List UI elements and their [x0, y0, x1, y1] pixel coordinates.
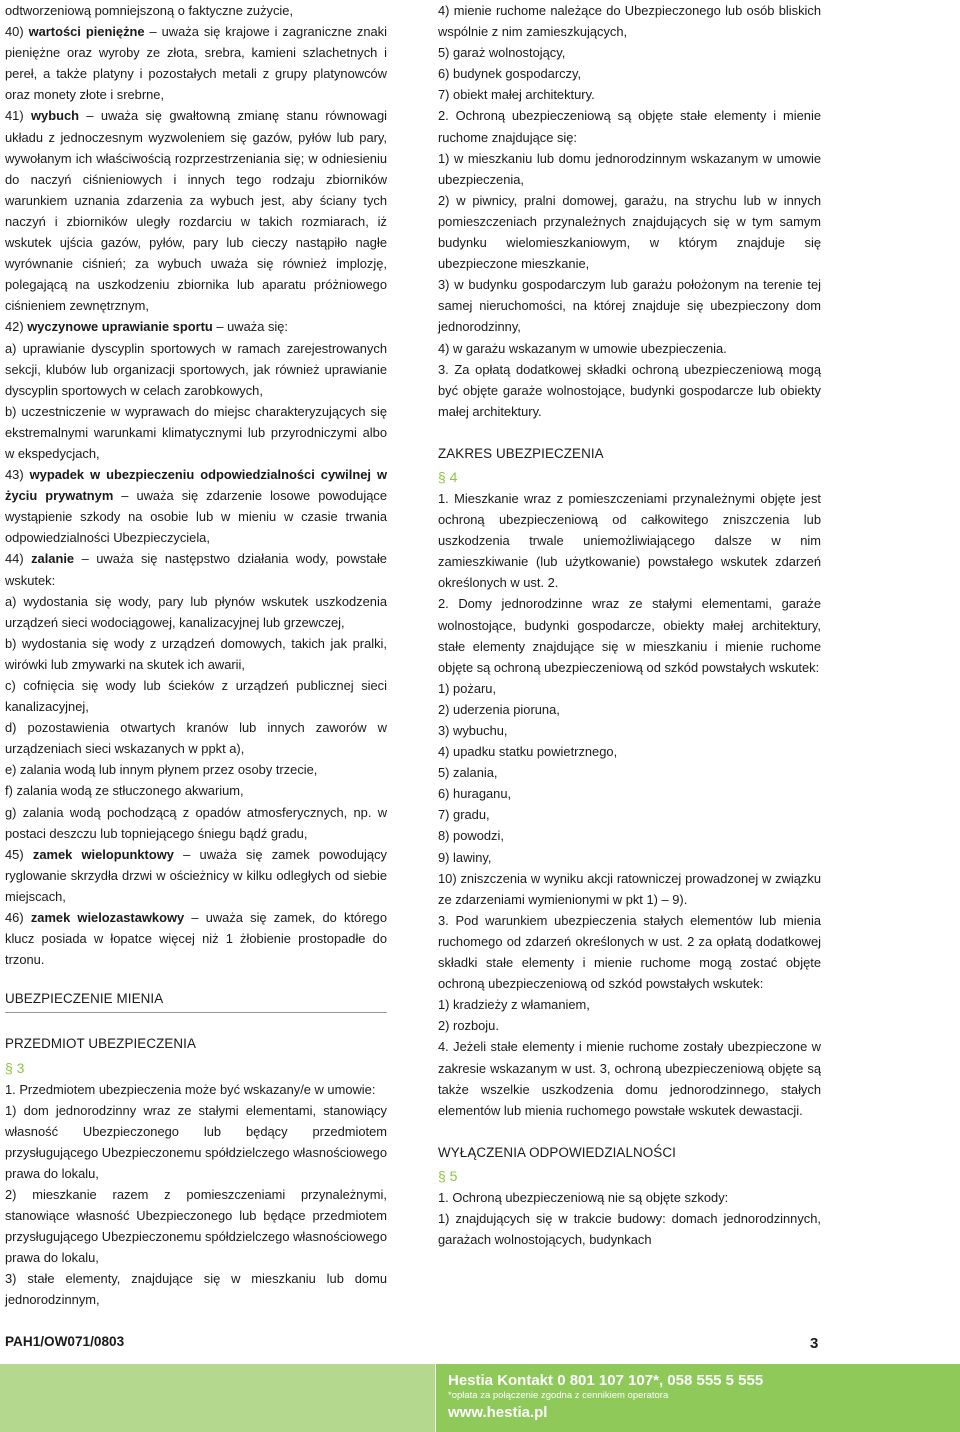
paragraph-text: 3) w budynku gospodarczym lub garażu położonym na terenie tej samej nieruchomości, na której znajduje się ubezpieczony dom jednorodzinny,	[438, 277, 821, 335]
paragraph	[5, 105, 387, 316]
heading-ubezpieczenie-mienia: UBEZPIECZENIE MIENIA	[5, 988, 387, 1013]
paragraph-text: 2) rozboju.	[438, 1018, 499, 1034]
footer-band	[0, 1364, 960, 1432]
section-mark-5: § 5	[438, 1167, 458, 1184]
paragraph-text: 2. Domy jednorodzinne wraz ze stałymi elementami, garaże wolnostojące, budynki gospodarcze, obiekty małej architektury, stałe elementy znajdujące się w mieszkaniu i mienie ruchome objęte są ochroną ubezpieczeniową od szkód powstałych wskutek:	[438, 596, 821, 675]
paragraph	[438, 783, 821, 804]
paragraph-text: – uważa się zamek powodujący ryglowanie skrzydła drzwi w ościeżnicy w kilku odległych od siebie miejscach,	[5, 846, 387, 904]
paragraph-text: d) pozostawienia otwartych kranów lub innych zaworów w urządzeniach sieci wskazanych w ppkt a),	[5, 720, 387, 757]
paragraph-text: c) cofnięcia się wody lub ścieków z urządzeń publicznej sieci kanalizacyjnej,	[5, 678, 387, 715]
paragraph-text: a) uprawianie dyscyplin sportowych w ramach zarejestrowanych sekcji, klubów lub organizacji sportowych, jak również uprawianie dyscyplin sportowych w celach zarobkowych,	[5, 340, 387, 398]
paragraph	[438, 488, 821, 593]
paragraph	[438, 994, 821, 1015]
paragraph-text: g) zalania wodą pochodzącą z opadów atmosferycznych, np. w postaci deszczu lub topniejącego śniegu bądź gradu,	[5, 804, 387, 841]
paragraph	[5, 780, 387, 801]
paragraph	[5, 907, 387, 970]
paragraph-text: 4) mienie ruchome należące do Ubezpieczonego lub osób bliskich wspólnie z nim zamieszkujących,	[438, 3, 821, 40]
paragraph	[438, 42, 821, 63]
item-number: 40)	[5, 24, 24, 40]
zakres-list	[438, 488, 821, 1121]
paragraph-text: – uważa się:	[212, 319, 289, 335]
paragraph-text: 4) w garażu wskazanym w umowie ubezpieczenia.	[438, 340, 727, 356]
paragraph-text: 7) gradu,	[438, 807, 490, 823]
paragraph-text: – uważa się gwałtowną zmianę stanu równowagi układu z jednoczesnym wyzwoleniem się gazów, pyłów lub pary, wywołanym ich właściwością rozprzestrzeniania się; w odniesieniu do naczyń ciśnieniowych i innych tego rodzaju zbiorników warunkiem uznania zdarzenia za wybuch jest, aby ściany tych naczyń i zbiorników uległy rozdarciu w takich rozmiarach, iż wskutek ujścia gazów, pyłów, pary lub cieczy nastąpiło nagłe wyrównanie ciśnień; za wybuch uważa się również implozję, polegającą na uszkodzeniu zbiornika lub aparatu próżniowego ciśnieniem zewnętrznym,	[5, 108, 387, 314]
paragraph	[438, 868, 821, 910]
paragraph-text: b) wydostania się wody z urządzeń domowych, takich jak pralki, wirówki lub zmywarki na skutek ich awarii,	[5, 635, 387, 672]
wylaczenia-list	[438, 1187, 821, 1250]
paragraph	[438, 741, 821, 762]
paragraph	[438, 1015, 821, 1036]
paragraph	[438, 720, 821, 741]
paragraph	[5, 591, 387, 633]
website-link[interactable]: www.hestia.pl	[448, 1404, 548, 1421]
paragraph	[438, 804, 821, 825]
paragraph	[5, 21, 387, 105]
paragraph	[5, 316, 387, 337]
paragraph	[5, 548, 387, 590]
paragraph-text: 7) obiekt małej architektury.	[438, 87, 595, 103]
paragraph	[5, 1079, 387, 1100]
paragraph-text: 5) zalania,	[438, 765, 498, 781]
paragraph-text: 10) zniszczenia w wyniku akcji ratowniczej prowadzonej w związku ze zdarzeniami wymienionymi w pkt 1) – 9).	[438, 870, 821, 907]
heading-przedmiot-ubezpieczenia: PRZEDMIOT UBEZPIECZENIA	[5, 1036, 197, 1052]
paragraph-text: 1. Mieszkanie wraz z pomieszczeniami przynależnymi objęte jest ochroną ubezpieczeniową od całkowitego zniszczenia lub uszkodzenia trwale uniemożliwiającego dalsze w nim zamieszkiwanie (lub użytkowanie) powstałego wskutek zdarzeń określonych w ust. 2.	[438, 490, 821, 591]
paragraph-text: e) zalania wodą lub innym płynem przez osoby trzecie,	[5, 762, 318, 778]
paragraph	[5, 1184, 387, 1268]
item-number: 41)	[5, 108, 24, 124]
paragraph-text: – uważa się zamek, do którego klucz posiada w łopatce więcej niż 1 żłobienie prostopadłe do trzonu.	[5, 910, 388, 968]
heading-zakres-ubezpieczenia: ZAKRES UBEZPIECZENIA	[438, 445, 604, 461]
right-column	[438, 0, 821, 1250]
paragraph-text: 4. Jeżeli stałe elementy i mienie ruchome zostały ubezpieczone w zakresie wskazanym w ust. 3, ochroną ubezpieczeniową objęte są także wszelkie uszkodzenia domu jednorodzinnego, stałych elementów lub mienia ruchomego powstałe wskutek dewastacji.	[438, 1039, 821, 1118]
paragraph-text: 3. Za opłatą dodatkowej składki ochroną ubezpieczeniową mogą być objęte garaże wolnostojące, budynki gospodarcze lub obiekty małej architektury.	[438, 361, 821, 419]
paragraph-text: 1) w mieszkaniu lub domu jednorodzinnym wskazanym w umowie ubezpieczenia,	[438, 150, 821, 187]
paragraph-text: 8) powodzi,	[438, 828, 504, 844]
paragraph-text: 1. Ochroną ubezpieczeniową nie są objęte szkody:	[438, 1189, 729, 1205]
item-number: 44)	[5, 551, 24, 567]
paragraph-text: 1) kradzieży z włamaniem,	[438, 997, 590, 1013]
paragraph	[5, 1100, 387, 1184]
item-number: 42)	[5, 319, 24, 335]
paragraph-text: – uważa się zdarzenie losowe powodujące wystąpienie szkody na osobie lub w mieniu w czasie trwania odpowiedzialności Ubezpieczyciela,	[5, 488, 387, 546]
definitions-list	[5, 0, 387, 970]
section-mark-4: § 4	[438, 468, 458, 485]
paragraph	[5, 844, 387, 907]
paragraph-text: – uważa się krajowe i zagraniczne znaki pieniężne oraz wyroby ze złota, srebra, kamieni szlachetnych i pereł, a także platyny i pozostałych metali z grupy platynowców oraz monety złote i srebrne,	[5, 24, 387, 103]
paragraph-text: 2. Ochroną ubezpieczeniową są objęte stałe elementy i mienie ruchome znajdujące się:	[438, 108, 821, 145]
paragraph	[438, 825, 821, 846]
paragraph	[438, 910, 821, 994]
contact-block	[448, 1372, 763, 1424]
paragraph	[438, 699, 821, 720]
paragraph-text: b) uczestniczenie w wyprawach do miejsc charakteryzujących się ekstremalnymi warunkami klimatycznymi lub przyrodniczymi albo w ekspedycjach,	[5, 403, 387, 461]
paragraph	[438, 84, 821, 105]
paragraph-text: 2) uderzenia pioruna,	[438, 701, 560, 717]
paragraph-text: 1) dom jednorodzinny wraz ze stałymi elementami, stanowiący własność Ubezpieczonego lub będący przedmiotem przysługującego Ubezpieczonemu spółdzielczego własnościowego prawa do lokalu,	[5, 1102, 387, 1181]
paragraph	[438, 190, 821, 274]
paragraph	[5, 1268, 387, 1310]
paragraph-text: 3) wybuchu,	[438, 723, 508, 738]
item-number: 45)	[5, 846, 24, 862]
contact-cost-note: *opłata za połączenie zgodna z cennikiem operatora	[448, 1390, 669, 1401]
defined-term: zalanie	[31, 551, 75, 567]
paragraph	[438, 63, 821, 84]
section-mark-3: § 3	[5, 1059, 25, 1076]
paragraph	[438, 762, 821, 783]
paragraph	[5, 464, 387, 548]
defined-term: wartości pieniężne	[28, 24, 145, 40]
paragraph-text: f) zalania wodą ze stłuczonego akwarium,	[5, 783, 244, 799]
paragraph-text: 1) pożaru,	[438, 680, 497, 696]
paragraph	[438, 148, 821, 190]
paragraph	[438, 1208, 821, 1250]
paragraph	[438, 274, 821, 337]
heading-wylaczenia-odpowiedzialnosci: WYŁĄCZENIA ODPOWIEDZIALNOŚCI	[438, 1144, 676, 1160]
paragraph	[438, 359, 821, 422]
paragraph	[438, 105, 821, 147]
paragraph	[438, 338, 821, 359]
paragraph-text: 4) upadku statku powietrznego,	[438, 744, 618, 760]
paragraph-text: 1. Przedmiotem ubezpieczenia może być wskazany/e w umowie:	[5, 1081, 376, 1097]
page-number: 3	[810, 1335, 819, 1352]
paragraph-text: 3. Pod warunkiem ubezpieczenia stałych elementów lub mienia ruchomego od zdarzeń określonych w ust. 2 za opłatą dodatkowej składki stałe elementy i mienie ruchome mogą zostać objęte ochroną ubezpieczeniową od szkód powstałych wskutek:	[438, 912, 821, 992]
paragraph	[5, 675, 387, 717]
paragraph	[438, 1187, 821, 1208]
paragraph-text: a) wydostania się wody, pary lub płynów wskutek uszkodzenia urządzeń sieci wodociągowej, kanalizacyjnej lub grzewczej,	[5, 593, 387, 630]
paragraph	[5, 0, 387, 21]
defined-term: zamek wielozastawkowy	[30, 910, 185, 926]
paragraph	[5, 633, 387, 675]
footer-green-bar-light	[0, 1364, 435, 1432]
defined-term: zamek wielopunktowy	[32, 846, 174, 862]
paragraph-text: 9) lawiny,	[438, 849, 492, 865]
paragraph	[438, 847, 821, 868]
contact-phone-line: Hestia Kontakt 0 801 107 107*, 058 555 5 555	[448, 1372, 764, 1389]
paragraph-text: 1) znajdujących się w trakcie budowy: domach jednorodzinnych, garażach wolnostojących, budynkach	[438, 1210, 821, 1248]
paragraph-text: 6) budynek gospodarczy,	[438, 66, 582, 82]
paragraph-text: 6) huraganu,	[438, 786, 512, 802]
defined-term: wypadek w ubezpieczeniu odpowiedzialności cywilnej w życiu prywatnym	[5, 467, 387, 504]
paragraph-text: 2) w piwnicy, pralni domowej, garażu, na strychu lub w innych pomieszczeniach przynależnych znajdujących się w tym samym budynku wielomieszkaniowym, w którym znajduje się ubezpieczone mieszkanie,	[438, 192, 821, 272]
przedmiot-continued-list	[438, 0, 821, 422]
paragraph	[438, 1036, 821, 1120]
paragraph	[438, 593, 821, 677]
defined-term: wybuch	[31, 108, 79, 124]
paragraph-text: 5) garaż wolnostojący,	[438, 45, 566, 61]
item-number: 46)	[5, 910, 24, 926]
przedmiot-list	[5, 1079, 387, 1311]
paragraph-text: 2) mieszkanie razem z pomieszczeniami przynależnymi, stanowiące własność Ubezpieczonego lub będące przedmiotem przysługującego Ubezpieczonemu spółdzielczego własnościowego prawa do lokalu,	[5, 1186, 387, 1266]
left-column	[5, 0, 387, 1311]
item-number: 43)	[5, 467, 24, 483]
paragraph-text: – uważa się następstwo działania wody, powstałe wskutek:	[5, 551, 387, 588]
paragraph-text: odtworzeniową pomniejszoną o faktyczne zużycie,	[5, 3, 294, 18]
paragraph	[5, 717, 387, 759]
paragraph-text: 3) stałe elementy, znajdujące się w mieszkaniu lub domu jednorodzinnym,	[5, 1271, 387, 1308]
paragraph	[438, 0, 821, 42]
paragraph	[5, 338, 387, 401]
document-code: PAH1/OW071/0803	[5, 1334, 125, 1349]
paragraph	[5, 759, 387, 780]
paragraph	[5, 401, 387, 464]
paragraph	[438, 678, 821, 699]
defined-term: wyczynowe uprawianie sportu	[27, 319, 213, 335]
paragraph	[5, 802, 387, 844]
